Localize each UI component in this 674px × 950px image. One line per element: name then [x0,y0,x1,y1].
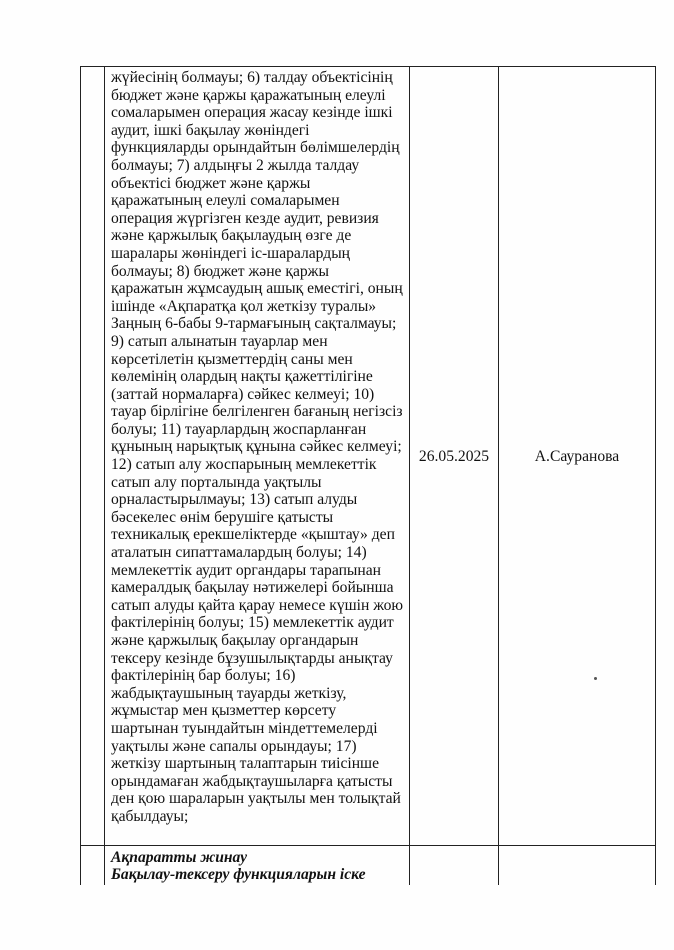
text-line: Заңның 6-бабы 9-тармағының сақталмауы; [111,315,397,333]
text-line: 12) сатып алу жоспарының мемлекеттік [111,456,377,474]
text-line: және қаржылық бақылау органдарын [111,632,359,649]
table-row [81,67,656,846]
text-line: 9) сатып алынатын тауарлар мен [111,332,328,350]
scan-speck [594,677,597,680]
plan-table [80,66,656,885]
text-line: көлемінің олардың нақты қажеттілігіне [111,368,373,386]
text-line: фактілерінің бар болуы; 16) [111,667,296,685]
text-line: қаражатын жұмсаудың ашық еместігі, оның [111,280,403,298]
text-line: тексеру кезінде бұзушылықтарды анықтау [111,649,393,667]
text-line: шаралары жөніндегі іс-шаралардың [111,244,351,262]
text-line: тауар бірлігіне белгіленген бағаның негізсіз [111,403,403,421]
text-line: және қаржылық бақылаудың өзге де [111,227,352,245]
text-line: сатып алу порталында уақтылы [111,473,322,491]
text-line: ден қою шараларын уақтылы мен толықтай [111,790,401,808]
text-line: қаражатының елеулі сомаларымен [111,192,340,210]
text-line: мемлекеттік аудит органдары тарапынан [111,561,381,579]
text-line: жүйесінің болмауы; 6) талдау объектісінің [111,69,393,86]
text-line: объектісі бюджет және қаржы [111,174,311,192]
measure-cell [105,67,410,846]
section-heading: Ақпаратты жинау [111,849,248,866]
text-line: жұмыстар мен қызметтер көрсету [111,702,337,720]
text-line: болмауы; 7) алдыңғы 2 жылда талдау [111,156,360,174]
text-line: функцияларды орындайтын бөлімшелердің [111,139,400,157]
responsible-person: А.Сауранова [534,448,620,465]
responsible-cell [499,846,656,886]
text-line: құнының нарықтық құнына сәйкес келмеуі; [111,438,402,456]
text-line: болмауы; 8) бюджет және қаржы [111,262,329,280]
text-line: шартынан туындайтын міндеттемелерді [111,719,378,737]
text-line: бюджет және қаржы қаражатының елеулі [111,86,386,104]
text-line: уақтылы және сапалы орындауы; 17) [111,737,357,755]
deadline-date: 26.05.2025 [418,448,490,465]
date-cell [410,846,499,886]
text-line: жеткізу шартының талаптарын тиісінше [111,755,379,773]
text-line: орналастырылмауы; 13) сатып алуды [111,491,358,509]
date-cell [410,67,499,846]
text-line: болуы; 11) тауарлардың жоспарланған [111,420,367,438]
text-line: сомаларымен операция жасау кезінде ішкі [111,104,393,122]
text-line: бәсекелес өнім берушіге қатысты [111,508,334,526]
text-line: орындамаған жабдықтаушыларға қатысты [111,772,393,790]
text-line: камералдық бақылау нәтижелері бойынша [111,579,394,597]
text-line: қабылдауы; [111,807,189,825]
text-line: (заттай нормаларға) сәйкес келмеуі; 10) [111,385,375,403]
section-cell [105,846,410,886]
text-line: техникалық ерекшеліктерде «қыштау» деп [111,526,395,544]
text-line: ішінде «Ақпаратқа қол жеткізу туралы» [111,297,377,315]
measure-text [105,67,409,828]
text-line: фактілерінің болуы; 15) мемлекеттік аудит [111,614,394,632]
table-row [81,846,656,886]
number-cell [81,67,105,846]
responsible-cell [499,67,656,846]
text-line: аудит, ішкі бақылау жөніндегі [111,121,310,139]
number-cell [81,846,105,886]
text-line: аталатын сипаттамалардың болуы; 14) [111,544,367,562]
text-line: көрсетілетін қызметтердің саны мен [111,350,353,368]
section-subheading: Бақылау-тексеру функцияларын іске [111,866,366,883]
text-line: сатып алуды қайта қарау немесе күшін жою [111,596,404,614]
text-line: операция жүргізген кезде аудит, ревизия [111,209,379,227]
text-line: жабдықтаушының тауарды жеткізу, [111,684,347,702]
